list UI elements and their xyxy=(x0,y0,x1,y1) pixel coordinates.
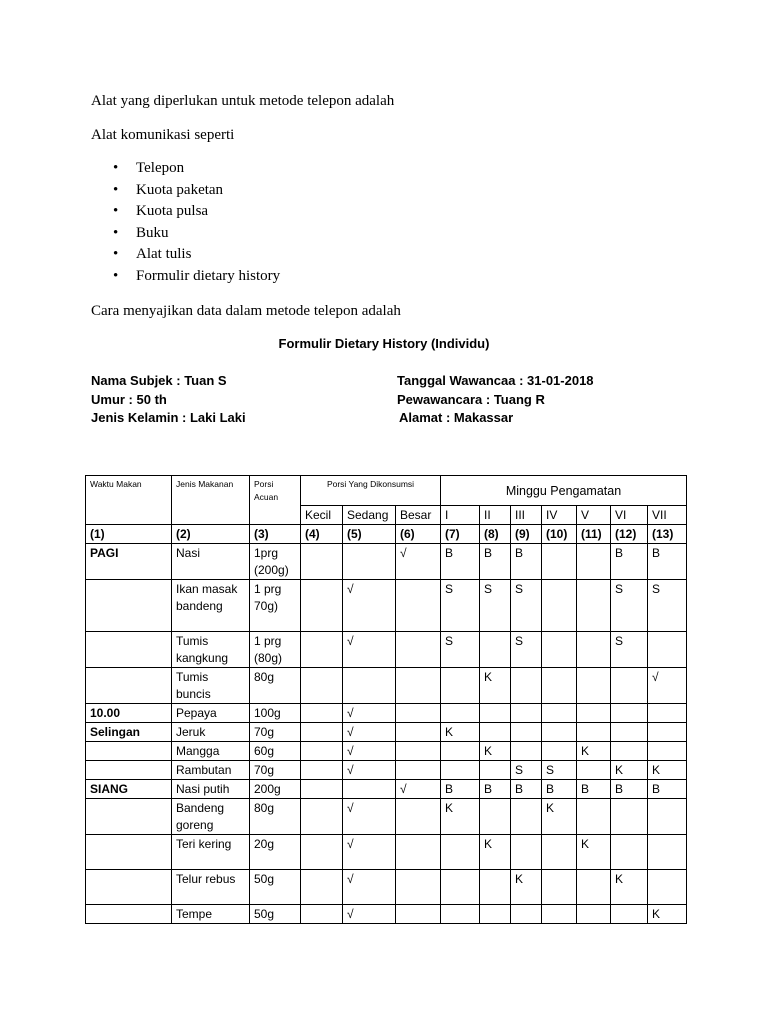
cell-week-4 xyxy=(542,835,577,870)
cell-porsi-acuan: 80g xyxy=(250,799,301,835)
cell-week-2 xyxy=(480,905,511,924)
intro-line-1: Alat yang diperlukan untuk metode telepon adalah xyxy=(91,93,395,109)
cell-porsi-acuan: 1prg (200g) xyxy=(250,544,301,580)
cell-week-4: B xyxy=(542,780,577,799)
cell-waktu-makan xyxy=(86,580,172,632)
cell-week-7 xyxy=(648,742,687,761)
cell-week-6: K xyxy=(611,870,648,905)
cell-jenis-makanan: Mangga xyxy=(172,742,250,761)
cell-week-5 xyxy=(577,905,611,924)
intro-line-3: Cara menyajikan data dalam metode telepon adalah xyxy=(91,303,401,319)
cell-porsi-acuan: 70g xyxy=(250,723,301,742)
cell-porsi-acuan: 1 prg (80g) xyxy=(250,632,301,668)
cell-porsi-sedang: √ xyxy=(343,761,396,780)
cell-waktu-makan: SIANG xyxy=(86,780,172,799)
cell-week-7 xyxy=(648,835,687,870)
cell-week-5: K xyxy=(577,835,611,870)
tool-list xyxy=(91,158,280,288)
header-week-4: IV xyxy=(542,506,577,525)
cell-week-1: B xyxy=(441,544,480,580)
dietary-history-table xyxy=(85,475,687,924)
cell-porsi-sedang: √ xyxy=(343,632,396,668)
interviewer: Pewawancara : Tuang R xyxy=(397,391,545,407)
header-porsi-acuan: Porsi Acuan xyxy=(250,476,301,525)
cell-porsi-sedang xyxy=(343,544,396,580)
cell-week-3: S xyxy=(511,761,542,780)
cell-week-4 xyxy=(542,632,577,668)
cell-week-3 xyxy=(511,835,542,870)
form-title: Formulir Dietary History (Individu) xyxy=(278,336,490,351)
cell-waktu-makan xyxy=(86,799,172,835)
cell-week-6: B xyxy=(611,780,648,799)
cell-week-7 xyxy=(648,870,687,905)
col-number: (10) xyxy=(542,525,577,544)
cell-week-4 xyxy=(542,905,577,924)
cell-porsi-acuan: 50g xyxy=(250,870,301,905)
cell-porsi-besar: √ xyxy=(396,780,441,799)
cell-week-4 xyxy=(542,580,577,632)
cell-week-4 xyxy=(542,723,577,742)
cell-porsi-besar: √ xyxy=(396,544,441,580)
cell-week-1: S xyxy=(441,580,480,632)
cell-week-1 xyxy=(441,704,480,723)
header-week-3: III xyxy=(511,506,542,525)
cell-week-7: K xyxy=(648,761,687,780)
table-row xyxy=(86,905,687,924)
table-row xyxy=(86,780,687,799)
cell-week-1: K xyxy=(441,799,480,835)
cell-week-5 xyxy=(577,799,611,835)
cell-waktu-makan xyxy=(86,905,172,924)
cell-week-2 xyxy=(480,632,511,668)
header-row-1 xyxy=(86,476,687,506)
cell-porsi-kecil xyxy=(301,580,343,632)
header-kecil: Kecil xyxy=(301,506,343,525)
cell-week-3 xyxy=(511,668,542,704)
cell-porsi-acuan: 1 prg 70g) xyxy=(250,580,301,632)
cell-week-7: K xyxy=(648,905,687,924)
cell-week-2: K xyxy=(480,835,511,870)
col-number: (7) xyxy=(441,525,480,544)
col-number: (12) xyxy=(611,525,648,544)
cell-porsi-besar xyxy=(396,835,441,870)
cell-porsi-besar xyxy=(396,580,441,632)
cell-week-4: K xyxy=(542,799,577,835)
col-number: (6) xyxy=(396,525,441,544)
table-row xyxy=(86,632,687,668)
col-number: (4) xyxy=(301,525,343,544)
cell-jenis-makanan: Teri kering xyxy=(172,835,250,870)
table-row xyxy=(86,704,687,723)
cell-week-3: K xyxy=(511,870,542,905)
cell-porsi-sedang: √ xyxy=(343,723,396,742)
cell-week-1 xyxy=(441,742,480,761)
cell-porsi-kecil xyxy=(301,742,343,761)
header-week-1: I xyxy=(441,506,480,525)
tool-list-item: • Alat tulis xyxy=(91,244,280,266)
header-week-6: VI xyxy=(611,506,648,525)
cell-week-3: S xyxy=(511,580,542,632)
cell-porsi-acuan: 70g xyxy=(250,761,301,780)
cell-week-6 xyxy=(611,704,648,723)
header-jenis-makanan: Jenis Makanan xyxy=(172,476,250,525)
cell-porsi-sedang: √ xyxy=(343,742,396,761)
cell-porsi-acuan: 20g xyxy=(250,835,301,870)
cell-porsi-acuan: 100g xyxy=(250,704,301,723)
cell-porsi-kecil xyxy=(301,780,343,799)
cell-porsi-sedang: √ xyxy=(343,870,396,905)
cell-week-2: K xyxy=(480,742,511,761)
cell-week-7 xyxy=(648,799,687,835)
cell-waktu-makan: 10.00 xyxy=(86,704,172,723)
col-number: (2) xyxy=(172,525,250,544)
table-row xyxy=(86,544,687,580)
cell-week-2 xyxy=(480,704,511,723)
column-number-row xyxy=(86,525,687,544)
table-row xyxy=(86,723,687,742)
cell-week-4 xyxy=(542,668,577,704)
cell-porsi-acuan: 200g xyxy=(250,780,301,799)
cell-week-4 xyxy=(542,742,577,761)
cell-waktu-makan: PAGI xyxy=(86,544,172,580)
cell-porsi-kecil xyxy=(301,835,343,870)
cell-week-5 xyxy=(577,761,611,780)
cell-week-3 xyxy=(511,704,542,723)
cell-waktu-makan xyxy=(86,835,172,870)
cell-porsi-sedang: √ xyxy=(343,580,396,632)
subject-age: Umur : 50 th xyxy=(91,391,167,407)
table-row xyxy=(86,580,687,632)
cell-week-4 xyxy=(542,704,577,723)
cell-week-6: S xyxy=(611,632,648,668)
cell-porsi-kecil xyxy=(301,544,343,580)
cell-waktu-makan xyxy=(86,742,172,761)
cell-porsi-sedang: √ xyxy=(343,704,396,723)
cell-week-7 xyxy=(648,632,687,668)
header-minggu-pengamatan: Minggu Pengamatan xyxy=(441,476,687,506)
cell-porsi-kecil xyxy=(301,870,343,905)
cell-porsi-kecil xyxy=(301,704,343,723)
cell-porsi-besar xyxy=(396,799,441,835)
cell-jenis-makanan: Tumis buncis xyxy=(172,668,250,704)
col-number: (8) xyxy=(480,525,511,544)
address: Alamat : Makassar xyxy=(399,410,514,425)
cell-jenis-makanan: Telur rebus xyxy=(172,870,250,905)
cell-week-2: K xyxy=(480,668,511,704)
cell-porsi-besar xyxy=(396,870,441,905)
cell-week-3: B xyxy=(511,544,542,580)
cell-week-7: B xyxy=(648,544,687,580)
cell-porsi-sedang: √ xyxy=(343,835,396,870)
interview-info xyxy=(397,372,594,428)
cell-jenis-makanan: Pepaya xyxy=(172,704,250,723)
cell-porsi-sedang: √ xyxy=(343,799,396,835)
header-sedang: Sedang xyxy=(343,506,396,525)
cell-porsi-sedang: √ xyxy=(343,905,396,924)
cell-week-1 xyxy=(441,761,480,780)
cell-week-6 xyxy=(611,905,648,924)
col-number: (1) xyxy=(86,525,172,544)
cell-porsi-sedang xyxy=(343,668,396,704)
cell-week-2: B xyxy=(480,780,511,799)
col-number: (13) xyxy=(648,525,687,544)
cell-week-6 xyxy=(611,799,648,835)
table-row xyxy=(86,742,687,761)
cell-week-5 xyxy=(577,704,611,723)
cell-week-2 xyxy=(480,870,511,905)
col-number: (11) xyxy=(577,525,611,544)
header-week-2: II xyxy=(480,506,511,525)
cell-week-6 xyxy=(611,835,648,870)
col-number: (5) xyxy=(343,525,396,544)
cell-jenis-makanan: Rambutan xyxy=(172,761,250,780)
cell-week-6: K xyxy=(611,761,648,780)
cell-week-5: K xyxy=(577,742,611,761)
cell-week-2 xyxy=(480,723,511,742)
table-row xyxy=(86,668,687,704)
cell-jenis-makanan: Bandeng goreng xyxy=(172,799,250,835)
table-row xyxy=(86,761,687,780)
table-row xyxy=(86,870,687,905)
cell-porsi-acuan: 50g xyxy=(250,905,301,924)
intro-line-2: Alat komunikasi seperti xyxy=(91,127,235,143)
cell-porsi-besar xyxy=(396,905,441,924)
cell-week-5 xyxy=(577,580,611,632)
cell-porsi-acuan: 60g xyxy=(250,742,301,761)
cell-week-1 xyxy=(441,835,480,870)
cell-week-1: B xyxy=(441,780,480,799)
cell-week-5: B xyxy=(577,780,611,799)
cell-porsi-besar xyxy=(396,704,441,723)
cell-porsi-sedang xyxy=(343,780,396,799)
cell-week-4 xyxy=(542,544,577,580)
cell-week-5 xyxy=(577,723,611,742)
cell-porsi-kecil xyxy=(301,668,343,704)
cell-jenis-makanan: Tumis kangkung xyxy=(172,632,250,668)
cell-week-6 xyxy=(611,742,648,761)
header-week-7: VII xyxy=(648,506,687,525)
tool-list-item: • Buku xyxy=(91,223,280,245)
cell-week-4: S xyxy=(542,761,577,780)
cell-porsi-besar xyxy=(396,632,441,668)
cell-week-3: S xyxy=(511,632,542,668)
cell-week-5 xyxy=(577,544,611,580)
cell-week-2 xyxy=(480,799,511,835)
cell-porsi-kecil xyxy=(301,723,343,742)
col-number: (9) xyxy=(511,525,542,544)
interview-date: Tanggal Wawancaa : 31-01-2018 xyxy=(397,373,594,388)
cell-porsi-acuan: 80g xyxy=(250,668,301,704)
cell-week-3 xyxy=(511,742,542,761)
cell-week-7 xyxy=(648,723,687,742)
cell-porsi-besar xyxy=(396,668,441,704)
cell-waktu-makan: Selingan xyxy=(86,723,172,742)
cell-week-3 xyxy=(511,905,542,924)
cell-week-3: B xyxy=(511,780,542,799)
subject-gender: Jenis Kelamin : Laki Laki xyxy=(91,410,246,425)
header-week-5: V xyxy=(577,506,611,525)
cell-week-5 xyxy=(577,668,611,704)
cell-week-1: S xyxy=(441,632,480,668)
cell-week-2 xyxy=(480,761,511,780)
subject-name: Nama Subjek : Tuan S xyxy=(91,373,227,388)
cell-jenis-makanan: Jeruk xyxy=(172,723,250,742)
cell-waktu-makan xyxy=(86,632,172,668)
cell-porsi-besar xyxy=(396,723,441,742)
cell-week-7: S xyxy=(648,580,687,632)
cell-week-7: B xyxy=(648,780,687,799)
header-porsi-dikonsumsi: Porsi Yang Dikonsumsi xyxy=(301,476,441,506)
cell-jenis-makanan: Ikan masak bandeng xyxy=(172,580,250,632)
cell-week-1: K xyxy=(441,723,480,742)
header-waktu-makan: Waktu Makan xyxy=(86,476,172,525)
cell-jenis-makanan: Nasi xyxy=(172,544,250,580)
cell-porsi-besar xyxy=(396,742,441,761)
cell-week-6: S xyxy=(611,580,648,632)
subject-info xyxy=(91,372,246,428)
tool-list-item: • Formulir dietary history xyxy=(91,266,280,288)
cell-porsi-kecil xyxy=(301,632,343,668)
table-row xyxy=(86,799,687,835)
cell-week-6 xyxy=(611,668,648,704)
cell-week-4 xyxy=(542,870,577,905)
cell-jenis-makanan: Nasi putih xyxy=(172,780,250,799)
cell-week-1 xyxy=(441,870,480,905)
cell-week-2: B xyxy=(480,544,511,580)
cell-week-2: S xyxy=(480,580,511,632)
cell-waktu-makan xyxy=(86,761,172,780)
table-row xyxy=(86,835,687,870)
cell-week-5 xyxy=(577,870,611,905)
cell-week-7 xyxy=(648,704,687,723)
cell-week-3 xyxy=(511,723,542,742)
cell-porsi-kecil xyxy=(301,799,343,835)
cell-week-6: B xyxy=(611,544,648,580)
cell-porsi-kecil xyxy=(301,761,343,780)
cell-week-3 xyxy=(511,799,542,835)
cell-jenis-makanan: Tempe xyxy=(172,905,250,924)
cell-week-6 xyxy=(611,723,648,742)
cell-week-1 xyxy=(441,905,480,924)
tool-list-item: • Telepon xyxy=(91,158,280,180)
tool-list-item: • Kuota paketan xyxy=(91,180,280,202)
cell-porsi-besar xyxy=(396,761,441,780)
cell-week-1 xyxy=(441,668,480,704)
col-number: (3) xyxy=(250,525,301,544)
cell-waktu-makan xyxy=(86,668,172,704)
cell-porsi-kecil xyxy=(301,905,343,924)
tool-list-item: • Kuota pulsa xyxy=(91,201,280,223)
cell-waktu-makan xyxy=(86,870,172,905)
header-besar: Besar xyxy=(396,506,441,525)
cell-week-7: √ xyxy=(648,668,687,704)
cell-week-5 xyxy=(577,632,611,668)
